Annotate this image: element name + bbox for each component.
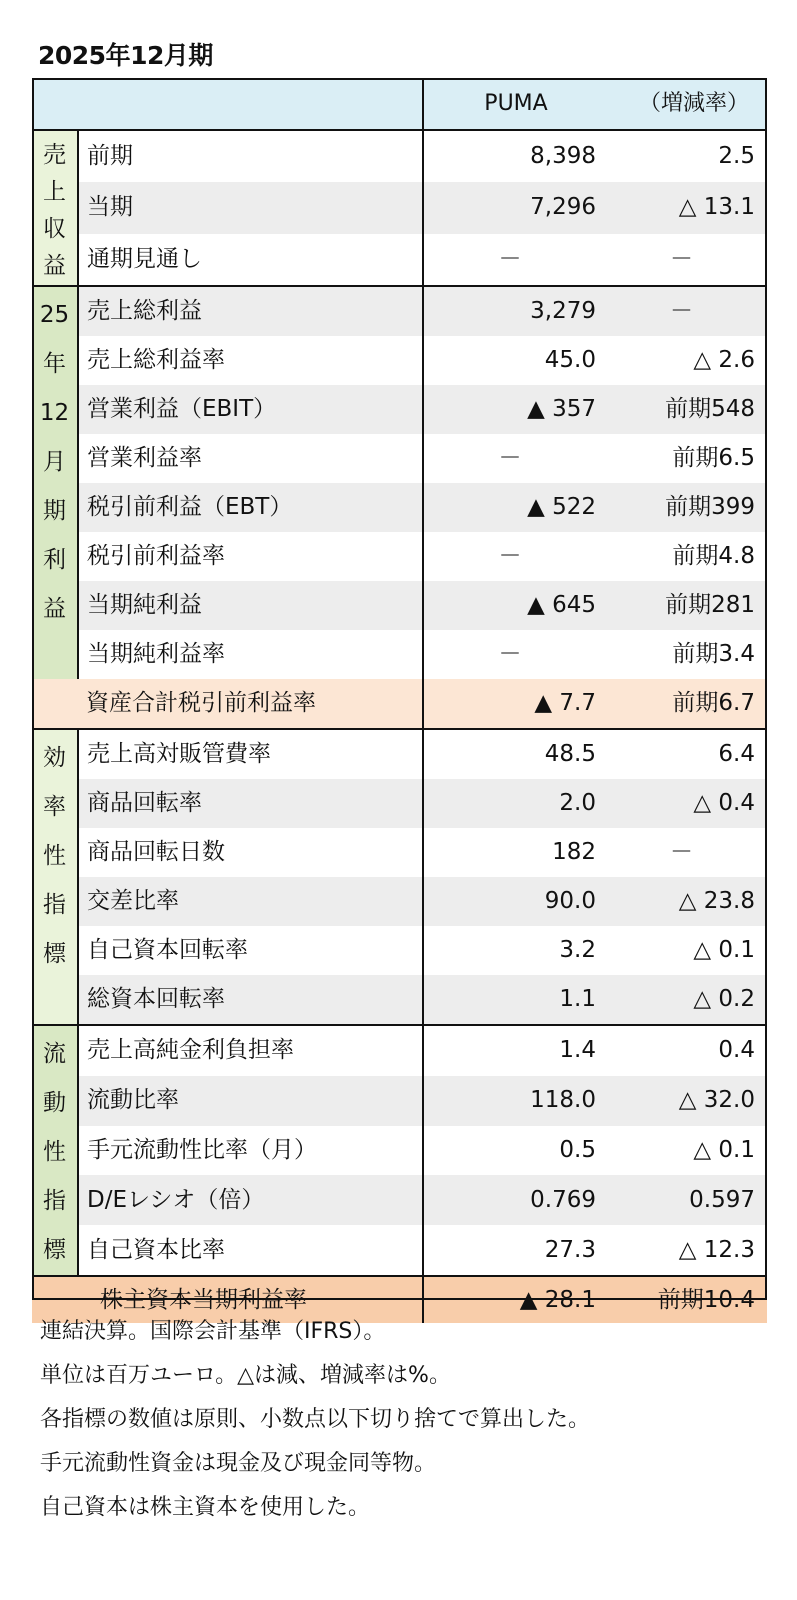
table-row <box>32 779 767 828</box>
footnote: 単位は百万ユーロ。△は減、増減率は%。 <box>40 1363 451 1388</box>
row-value: 2.0 <box>423 779 608 828</box>
row-value: － <box>423 434 608 483</box>
row-change: － <box>608 828 767 877</box>
row-change: 0.4 <box>608 1025 767 1076</box>
row-change: 前期548 <box>608 385 767 434</box>
table-row <box>32 581 767 630</box>
table-row <box>32 729 767 779</box>
row-label: 前期 <box>78 130 423 182</box>
row-value: 7,296 <box>423 182 608 233</box>
row-value: 90.0 <box>423 877 608 926</box>
row-value: 0.769 <box>423 1175 608 1225</box>
section-label-efficiency: 効 率 性 指 標 <box>32 729 78 1025</box>
table-row <box>32 926 767 975</box>
row-label: 自己資本回転率 <box>78 926 423 975</box>
row-label: 資産合計税引前利益率 <box>32 679 423 729</box>
row-label: 売上総利益 <box>78 286 423 336</box>
row-value: 1.1 <box>423 975 608 1025</box>
footnote: 各指標の数値は原則、小数点以下切り捨てで算出した。 <box>40 1407 591 1432</box>
header-change: （増減率） <box>608 78 767 130</box>
row-label: 売上高純金利負担率 <box>78 1025 423 1076</box>
row-value: ▲ 7.7 <box>423 679 608 729</box>
table-row <box>32 1025 767 1076</box>
row-change: 前期281 <box>608 581 767 630</box>
table-row <box>32 483 767 532</box>
table-row <box>32 182 767 233</box>
row-value: 0.5 <box>423 1126 608 1176</box>
row-value: ▲ 357 <box>423 385 608 434</box>
table-row <box>32 1076 767 1126</box>
section-label-liquidity: 流 動 性 指 標 <box>32 1025 78 1276</box>
table-row <box>32 1126 767 1176</box>
row-value: 45.0 <box>423 336 608 385</box>
row-value: 8,398 <box>423 130 608 182</box>
row-label: 税引前利益（EBT） <box>78 483 423 532</box>
row-change: △ 2.6 <box>608 336 767 385</box>
row-value: 1.4 <box>423 1025 608 1076</box>
footnotes <box>40 1310 590 1530</box>
row-value: － <box>423 234 608 286</box>
footnote: 自己資本は株主資本を使用した。 <box>40 1495 371 1520</box>
row-label: 交差比率 <box>78 877 423 926</box>
row-change: △ 0.1 <box>608 1126 767 1176</box>
row-change: － <box>608 286 767 336</box>
table-row <box>32 1175 767 1225</box>
table-row <box>32 286 767 336</box>
table-row <box>32 130 767 182</box>
row-value: ▲ 645 <box>423 581 608 630</box>
row-value: ▲ 28.1 <box>423 1276 608 1323</box>
row-value: － <box>423 630 608 679</box>
row-change: 0.597 <box>608 1175 767 1225</box>
row-label: 営業利益率 <box>78 434 423 483</box>
table-row <box>32 532 767 581</box>
table-row-highlight <box>32 679 767 729</box>
row-label: 流動比率 <box>78 1076 423 1126</box>
header-company: PUMA <box>423 78 608 130</box>
row-value: 48.5 <box>423 729 608 779</box>
financial-table <box>32 78 767 1323</box>
row-change: 2.5 <box>608 130 767 182</box>
table-row <box>32 234 767 286</box>
row-label: 手元流動性比率（月） <box>78 1126 423 1176</box>
row-change: △ 23.8 <box>608 877 767 926</box>
page-title: 2025年12月期 <box>38 41 213 70</box>
row-label: 自己資本比率 <box>78 1225 423 1276</box>
table-row <box>32 385 767 434</box>
row-label: 当期 <box>78 182 423 233</box>
table-row <box>32 434 767 483</box>
row-change: 前期399 <box>608 483 767 532</box>
row-label: 総資本回転率 <box>78 975 423 1025</box>
row-label: 当期純利益 <box>78 581 423 630</box>
table-header <box>32 78 767 130</box>
section-label-sales: 売 上 収 益 <box>32 130 78 286</box>
row-change: － <box>608 234 767 286</box>
row-value: － <box>423 532 608 581</box>
row-change: 前期6.5 <box>608 434 767 483</box>
row-change: △ 0.1 <box>608 926 767 975</box>
row-change: △ 13.1 <box>608 182 767 233</box>
table-row <box>32 975 767 1025</box>
row-change: 前期10.4 <box>608 1276 767 1323</box>
row-value: 3,279 <box>423 286 608 336</box>
row-value: 182 <box>423 828 608 877</box>
row-label: 商品回転率 <box>78 779 423 828</box>
footnote: 連結決算。国際会計基準（IFRS）。 <box>40 1319 386 1344</box>
row-label: 通期見通し <box>78 234 423 286</box>
table-row <box>32 1225 767 1276</box>
table-row <box>32 877 767 926</box>
row-label: 売上高対販管費率 <box>78 729 423 779</box>
row-value: 3.2 <box>423 926 608 975</box>
row-label: 商品回転日数 <box>78 828 423 877</box>
row-change: △ 32.0 <box>608 1076 767 1126</box>
row-change: 前期4.8 <box>608 532 767 581</box>
row-change: 前期3.4 <box>608 630 767 679</box>
row-label: D/Eレシオ（倍） <box>78 1175 423 1225</box>
row-change: △ 0.4 <box>608 779 767 828</box>
header-blank <box>32 78 423 130</box>
row-label: 株主資本当期利益率 <box>32 1276 423 1323</box>
footnote: 手元流動性資金は現金及び現金同等物。 <box>40 1451 437 1476</box>
row-value: 27.3 <box>423 1225 608 1276</box>
row-change: 前期6.7 <box>608 679 767 729</box>
row-change: 6.4 <box>608 729 767 779</box>
row-label: 税引前利益率 <box>78 532 423 581</box>
table-row <box>32 630 767 679</box>
row-change: △ 12.3 <box>608 1225 767 1276</box>
table-row <box>32 336 767 385</box>
section-label-profit: 25 年 12 月 期 利 益 <box>32 286 78 679</box>
table-row <box>32 828 767 877</box>
row-label: 営業利益（EBIT） <box>78 385 423 434</box>
row-value: ▲ 522 <box>423 483 608 532</box>
row-change: △ 0.2 <box>608 975 767 1025</box>
row-label: 売上総利益率 <box>78 336 423 385</box>
row-value: 118.0 <box>423 1076 608 1126</box>
row-label: 当期純利益率 <box>78 630 423 679</box>
